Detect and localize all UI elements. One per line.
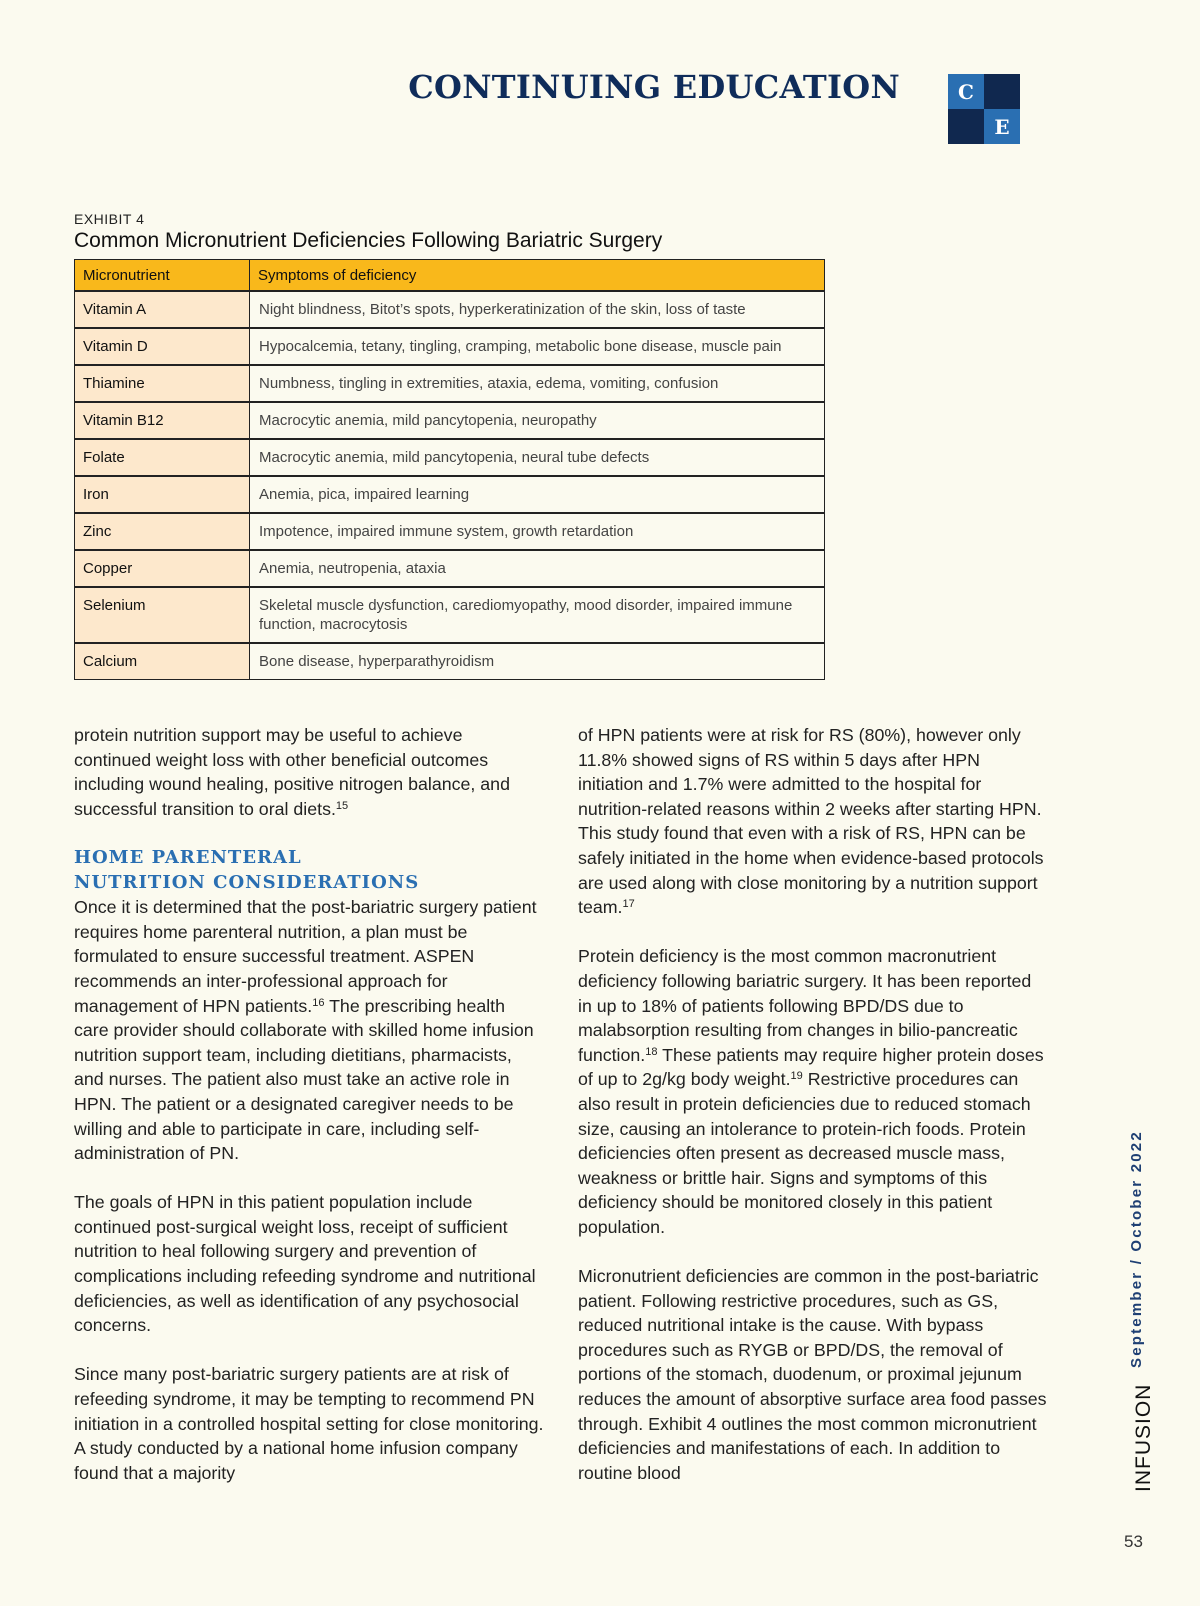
paragraph: protein nutrition support may be useful to achieve continued weight loss with other beneficial outcomes including wound healing, positive nitrogen balance, and successful transition to oral diets.$^{15}$ bbox=[74, 725, 510, 819]
table-row bbox=[75, 643, 825, 680]
brand-logo: INFUSION bbox=[1132, 1383, 1155, 1492]
section-heading: HOME PARENTERAL NUTRITION CONSIDERATIONS bbox=[74, 846, 420, 893]
right-column bbox=[578, 723, 1048, 1510]
symptoms-cell: Numbness, tingling in extremities, ataxia, edema, vomiting, confusion bbox=[250, 365, 825, 402]
ce-logo-e: E bbox=[984, 109, 1020, 144]
micronutrient-cell: Vitamin D bbox=[75, 328, 250, 365]
micronutrient-cell: Selenium bbox=[75, 587, 250, 643]
symptoms-cell: Bone disease, hyperparathyroidism bbox=[250, 643, 825, 680]
table-row bbox=[75, 328, 825, 365]
paragraph: Micronutrient deficiencies are common in the post-bariatric patient. Following restrictive procedures, such as GS, reduced nutritional intake is the cause. With bypass procedures such as RYGB or BPD/DS, the removal of portions of the stomach, duodenum, or proximal jejunum reduces the amount of absorptive surface area food passes through. Exhibit 4 outlines the most common micronutrient deficiencies and manifestations of each. In addition to routine blood bbox=[578, 1266, 1047, 1483]
column-header: Micronutrient bbox=[75, 260, 250, 292]
ce-logo-c: C bbox=[948, 74, 984, 109]
ce-logo bbox=[948, 74, 1020, 144]
table-header-row bbox=[75, 260, 825, 292]
table-row bbox=[75, 550, 825, 587]
table-row bbox=[75, 365, 825, 402]
exhibit-label: EXHIBIT 4 bbox=[74, 211, 145, 227]
micronutrient-cell: Vitamin B12 bbox=[75, 402, 250, 439]
page-number: 53 bbox=[1124, 1532, 1143, 1551]
exhibit-title: Common Micronutrient Deficiencies Following Bariatric Surgery bbox=[74, 229, 663, 252]
table-row bbox=[75, 587, 825, 643]
table-row bbox=[75, 439, 825, 476]
symptoms-cell: Anemia, neutropenia, ataxia bbox=[250, 550, 825, 587]
micronutrient-cell: Zinc bbox=[75, 513, 250, 550]
micronutrient-cell: Thiamine bbox=[75, 365, 250, 402]
micronutrient-cell: Folate bbox=[75, 439, 250, 476]
deficiency-table bbox=[74, 259, 825, 680]
paragraph: Once it is determined that the post-bariatric surgery patient requires home parenteral nutrition, a plan must be formulated to ensure successful treatment. ASPEN recommends an inter-professional approach for management of HPN patients.$^{16}$ The prescribing health care provider should collaborate with skilled home infusion nutrition support team, including dietitians, pharmacists, and nurses. The patient also must take an active role in HPN. The patient or a designated caregiver needs to be willing and able to participate in care, including self-administration of PN. bbox=[74, 897, 537, 1164]
symptoms-cell: Macrocytic anemia, mild pancytopenia, neural tube defects bbox=[250, 439, 825, 476]
ce-logo-block bbox=[948, 109, 984, 144]
left-column bbox=[74, 723, 544, 1510]
table-row bbox=[75, 476, 825, 513]
micronutrient-cell: Copper bbox=[75, 550, 250, 587]
section-title: CONTINUING EDUCATION bbox=[408, 68, 900, 106]
symptoms-cell: Anemia, pica, impaired learning bbox=[250, 476, 825, 513]
micronutrient-cell: Vitamin A bbox=[75, 291, 250, 328]
micronutrient-cell: Calcium bbox=[75, 643, 250, 680]
paragraph: of HPN patients were at risk for RS (80%), however only 11.8% showed signs of RS within 5 days after HPN initiation and 1.7% were admitted to the hospital for nutrition-related reasons within 2 weeks after starting HPN. This study found that even with a risk of RS, HPN can be safely initiated in the home when evidence-based protocols are used along with close monitoring by a nutrition support team.$^{17}$ bbox=[578, 725, 1044, 918]
symptoms-cell: Impotence, impaired immune system, growth retardation bbox=[250, 513, 825, 550]
paragraph: Protein deficiency is the most common macronutrient deficiency following bariatric surgery. It has been reported in up to 18% of patients following BPD/DS due to malabsorption resulting from changes in bilio-pancreatic function.$^{18}$ These patients may require higher protein doses of up to 2g/kg body weight.$^{19}$ Restrictive procedures can also result in protein deficiencies due to reduced stomach size, causing an intolerance to protein-rich foods. Protein deficiencies often present as decreased muscle mass, weakness or brittle hair. Signs and symptoms of this deficiency should be monitored closely in this patient population. bbox=[578, 946, 1044, 1237]
column-header: Symptoms of deficiency bbox=[250, 260, 825, 292]
table-row bbox=[75, 513, 825, 550]
symptoms-cell: Night blindness, Bitot’s spots, hyperkeratinization of the skin, loss of taste bbox=[250, 291, 825, 328]
symptoms-cell: Hypocalcemia, tetany, tingling, cramping, metabolic bone disease, muscle pain bbox=[250, 328, 825, 365]
table-row bbox=[75, 291, 825, 328]
symptoms-cell: Skeletal muscle dysfunction, carediomyopathy, mood disorder, impaired immune function, macrocytosis bbox=[250, 587, 825, 643]
paragraph: Since many post-bariatric surgery patients are at risk of refeeding syndrome, it may be tempting to recommend PN initiation in a controlled hospital setting for close monitoring. A study conducted by a national home infusion company found that a majority bbox=[74, 1364, 544, 1483]
paragraph: The goals of HPN in this patient population include continued post-surgical weight loss, receipt of sufficient nutrition to heal following surgery and prevention of complications including refeeding syndrome and nutritional deficiencies, as well as identification of any psychosocial concerns. bbox=[74, 1192, 536, 1336]
micronutrient-cell: Iron bbox=[75, 476, 250, 513]
table-row bbox=[75, 402, 825, 439]
symptoms-cell: Macrocytic anemia, mild pancytopenia, neuropathy bbox=[250, 402, 825, 439]
issue-date: September / October 2022 bbox=[1128, 1130, 1145, 1368]
table-body bbox=[75, 291, 825, 680]
ce-logo-block bbox=[984, 74, 1020, 109]
